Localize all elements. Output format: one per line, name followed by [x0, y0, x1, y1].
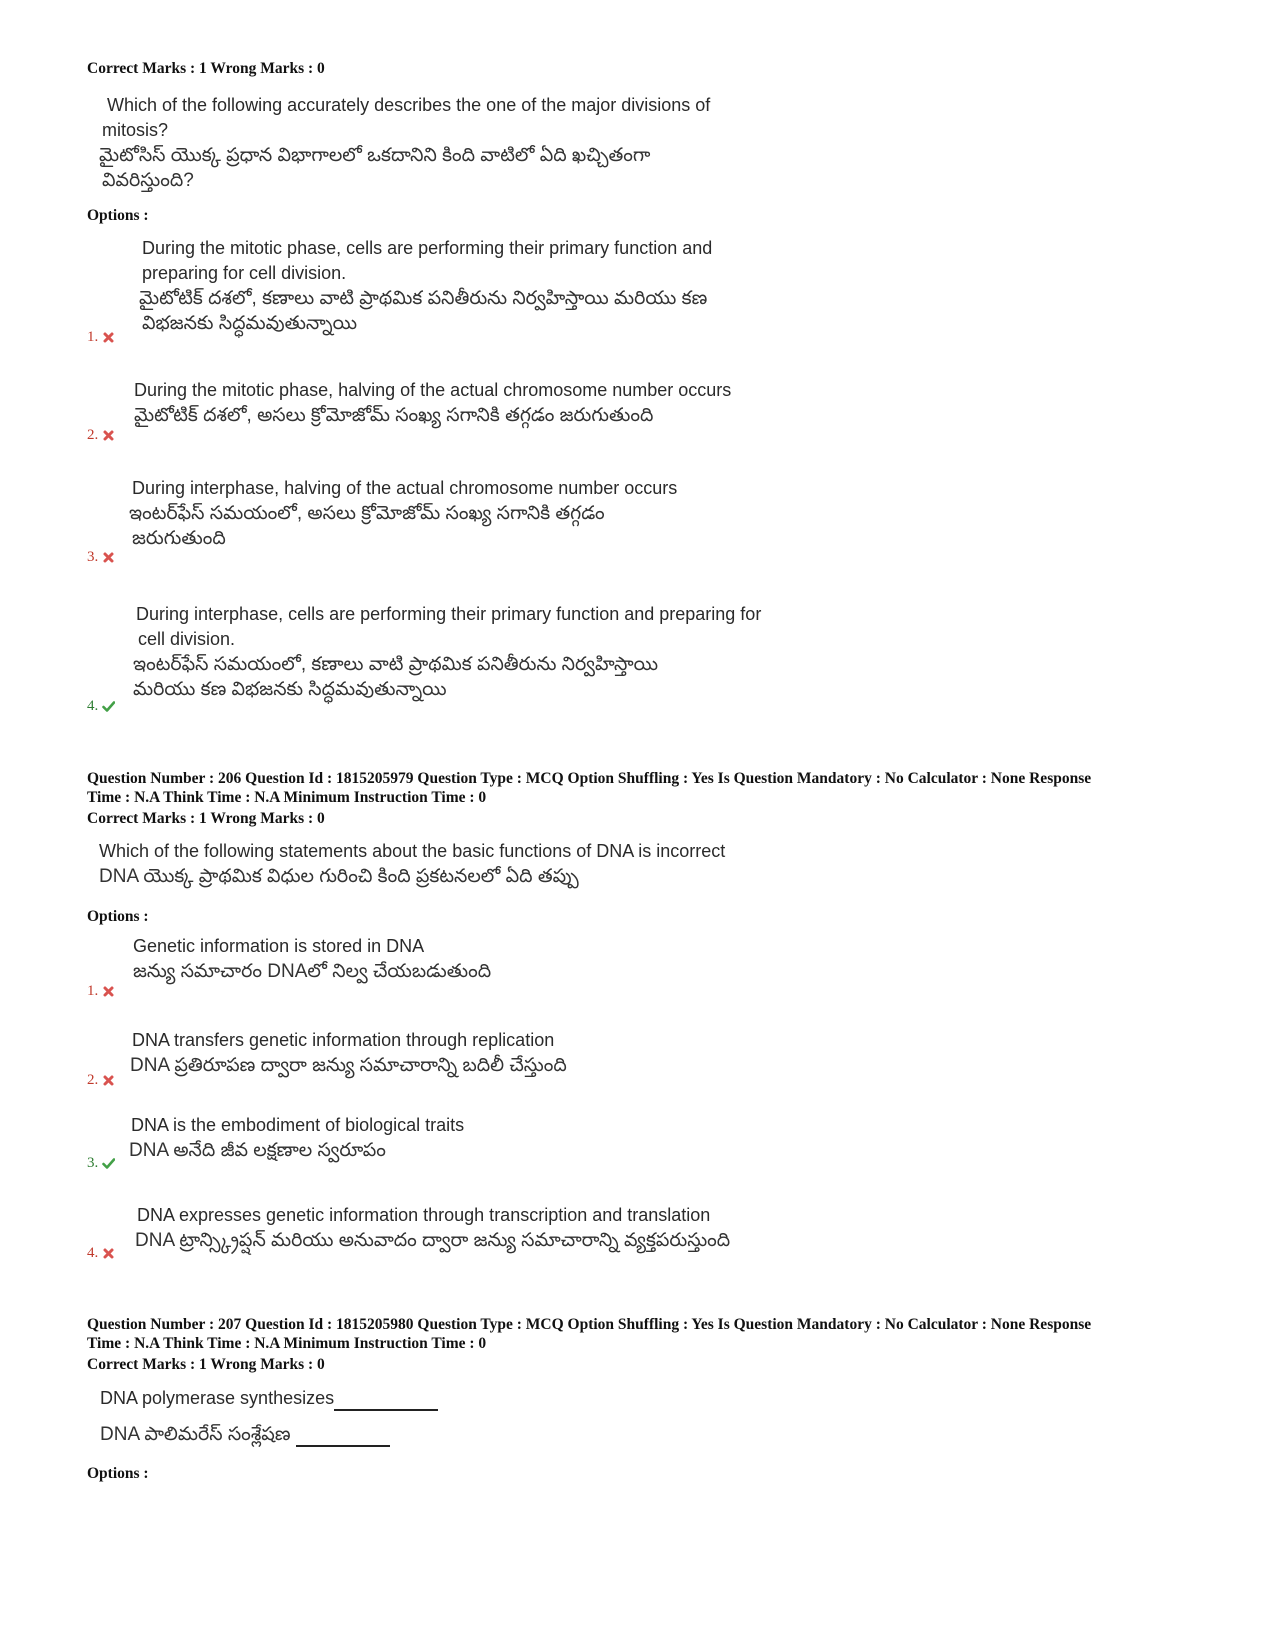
option-text	[137, 1203, 730, 1253]
option-text	[132, 1028, 567, 1078]
cross-icon	[102, 1247, 115, 1260]
question-en-line: Which of the following statements about the basic functions of DNA is incorrect	[99, 841, 726, 861]
answer-blank	[334, 1391, 438, 1411]
option-te-line: జరుగుతుంది	[132, 528, 226, 549]
option-en-line: preparing for cell division.	[142, 263, 347, 283]
option-te-line: మరియు కణ విభజనకు సిద్ధమవుతున్నాయి	[133, 679, 447, 700]
option-text	[131, 1113, 464, 1163]
question-text	[100, 1386, 438, 1411]
option-number: 4.	[87, 1245, 115, 1262]
option-number: 2.	[87, 427, 115, 444]
options-label: Options :	[87, 1465, 149, 1482]
question-te-line: DNA పాలిమరేస్ సంశ్లేషణ	[100, 1424, 291, 1445]
option-te-line: మైటోటిక్ దశలో, అసలు క్రోమోజోమ్ సంఖ్య సగానికి తగ్గడం జరుగుతుంది	[134, 405, 654, 426]
check-icon	[102, 700, 115, 713]
option-te-line: ఇంటర్‌ఫేస్ సమయంలో, కణాలు వాటి ప్రాథమిక పనితీరును నిర్వహిస్తాయి	[133, 654, 659, 675]
marks-line: Correct Marks : 1 Wrong Marks : 0	[87, 1356, 325, 1373]
question-te-line: వివరిస్తుంది?	[102, 170, 194, 191]
marks-line: Correct Marks : 1 Wrong Marks : 0	[87, 810, 325, 827]
question-te-line: DNA యొక్క ప్రాథమిక విధుల గురించి కింది ప్రకటనలలో ఏది తప్పు	[99, 866, 579, 887]
option-text	[133, 602, 762, 702]
question-text	[99, 93, 711, 193]
option-te-line: విభజనకు సిద్ధమవుతున్నాయి	[142, 313, 358, 334]
options-label: Options :	[87, 207, 149, 224]
option-number: 1.	[87, 983, 115, 1000]
option-en-line: During interphase, cells are performing their primary function and preparing for	[136, 604, 762, 624]
marks-line: Correct Marks : 1 Wrong Marks : 0	[87, 60, 325, 77]
option-te-line: మైటోటిక్ దశలో, కణాలు వాటి ప్రాథమిక పనితీరును నిర్వహిస్తాయి మరియు కణ	[139, 288, 708, 309]
question-en-line: mitosis?	[102, 120, 169, 140]
option-te-line: DNA అనేది జీవ లక్షణాల స్వరూపం	[129, 1140, 386, 1161]
option-number: 3.	[87, 549, 115, 566]
option-en-line: cell division.	[138, 629, 236, 649]
option-number: 2.	[87, 1072, 115, 1089]
question-header: Question Number : 206 Question Id : 1815205979 Question Type : MCQ Option Shuffling : Yes Is Question Mandatory : No Calculator : None Response Time : N.A Think Time : N.A Minimum Instruction Time : 0	[87, 770, 1092, 806]
cross-icon	[102, 1074, 115, 1087]
option-number: 3.	[87, 1155, 115, 1172]
cross-icon	[102, 331, 115, 344]
option-en-line: DNA transfers genetic information through replication	[132, 1030, 555, 1050]
question-text	[100, 1422, 390, 1447]
option-te-line: DNA ట్రాన్స్క్రిప్షన్ మరియు అనువాదం ద్వారా జన్యు సమాచారాన్ని వ్యక్తపరుస్తుంది	[135, 1230, 731, 1251]
question-en-line: DNA polymerase synthesizes	[100, 1388, 335, 1408]
question-text	[99, 839, 725, 889]
option-number: 1.	[87, 329, 115, 346]
option-en-line: During the mitotic phase, halving of the actual chromosome number occurs	[134, 380, 732, 400]
option-en-line: DNA expresses genetic information through transcription and translation	[137, 1205, 711, 1225]
question-te-line: మైటోసిస్ యొక్క ప్రధాన విభాగాలలో ఒకదానిని కింది వాటిలో ఏది ఖచ్చితంగా	[99, 145, 651, 166]
option-en-line: During interphase, halving of the actual chromosome number occurs	[132, 478, 678, 498]
cross-icon	[102, 551, 115, 564]
option-text	[133, 934, 491, 984]
option-te-line: ఇంటర్‌ఫేస్ సమయంలో, అసలు క్రోమోజోమ్ సంఖ్య సగానికి తగ్గడం	[129, 503, 605, 524]
answer-blank	[296, 1427, 390, 1447]
option-text	[139, 236, 713, 336]
option-en-line: DNA is the embodiment of biological traits	[131, 1115, 465, 1135]
question-en-line: Which of the following accurately describes the one of the major divisions of	[107, 95, 711, 115]
check-icon	[102, 1157, 115, 1170]
option-text	[134, 378, 731, 428]
option-text	[129, 476, 678, 551]
cross-icon	[102, 429, 115, 442]
option-te-line: జన్యు సమాచారం DNAలో నిల్వ చేయబడుతుంది	[133, 961, 492, 982]
option-en-line: During the mitotic phase, cells are performing their primary function and	[142, 238, 713, 258]
options-label: Options :	[87, 908, 149, 925]
option-en-line: Genetic information is stored in DNA	[133, 936, 425, 956]
option-te-line: DNA ప్రతిరూపణ ద్వారా జన్యు సమాచారాన్ని బదిలీ చేస్తుంది	[130, 1055, 567, 1076]
cross-icon	[102, 985, 115, 998]
option-number: 4.	[87, 698, 115, 715]
question-header: Question Number : 207 Question Id : 1815205980 Question Type : MCQ Option Shuffling : Yes Is Question Mandatory : No Calculator : None Response Time : N.A Think Time : N.A Minimum Instruction Time : 0	[87, 1316, 1092, 1352]
